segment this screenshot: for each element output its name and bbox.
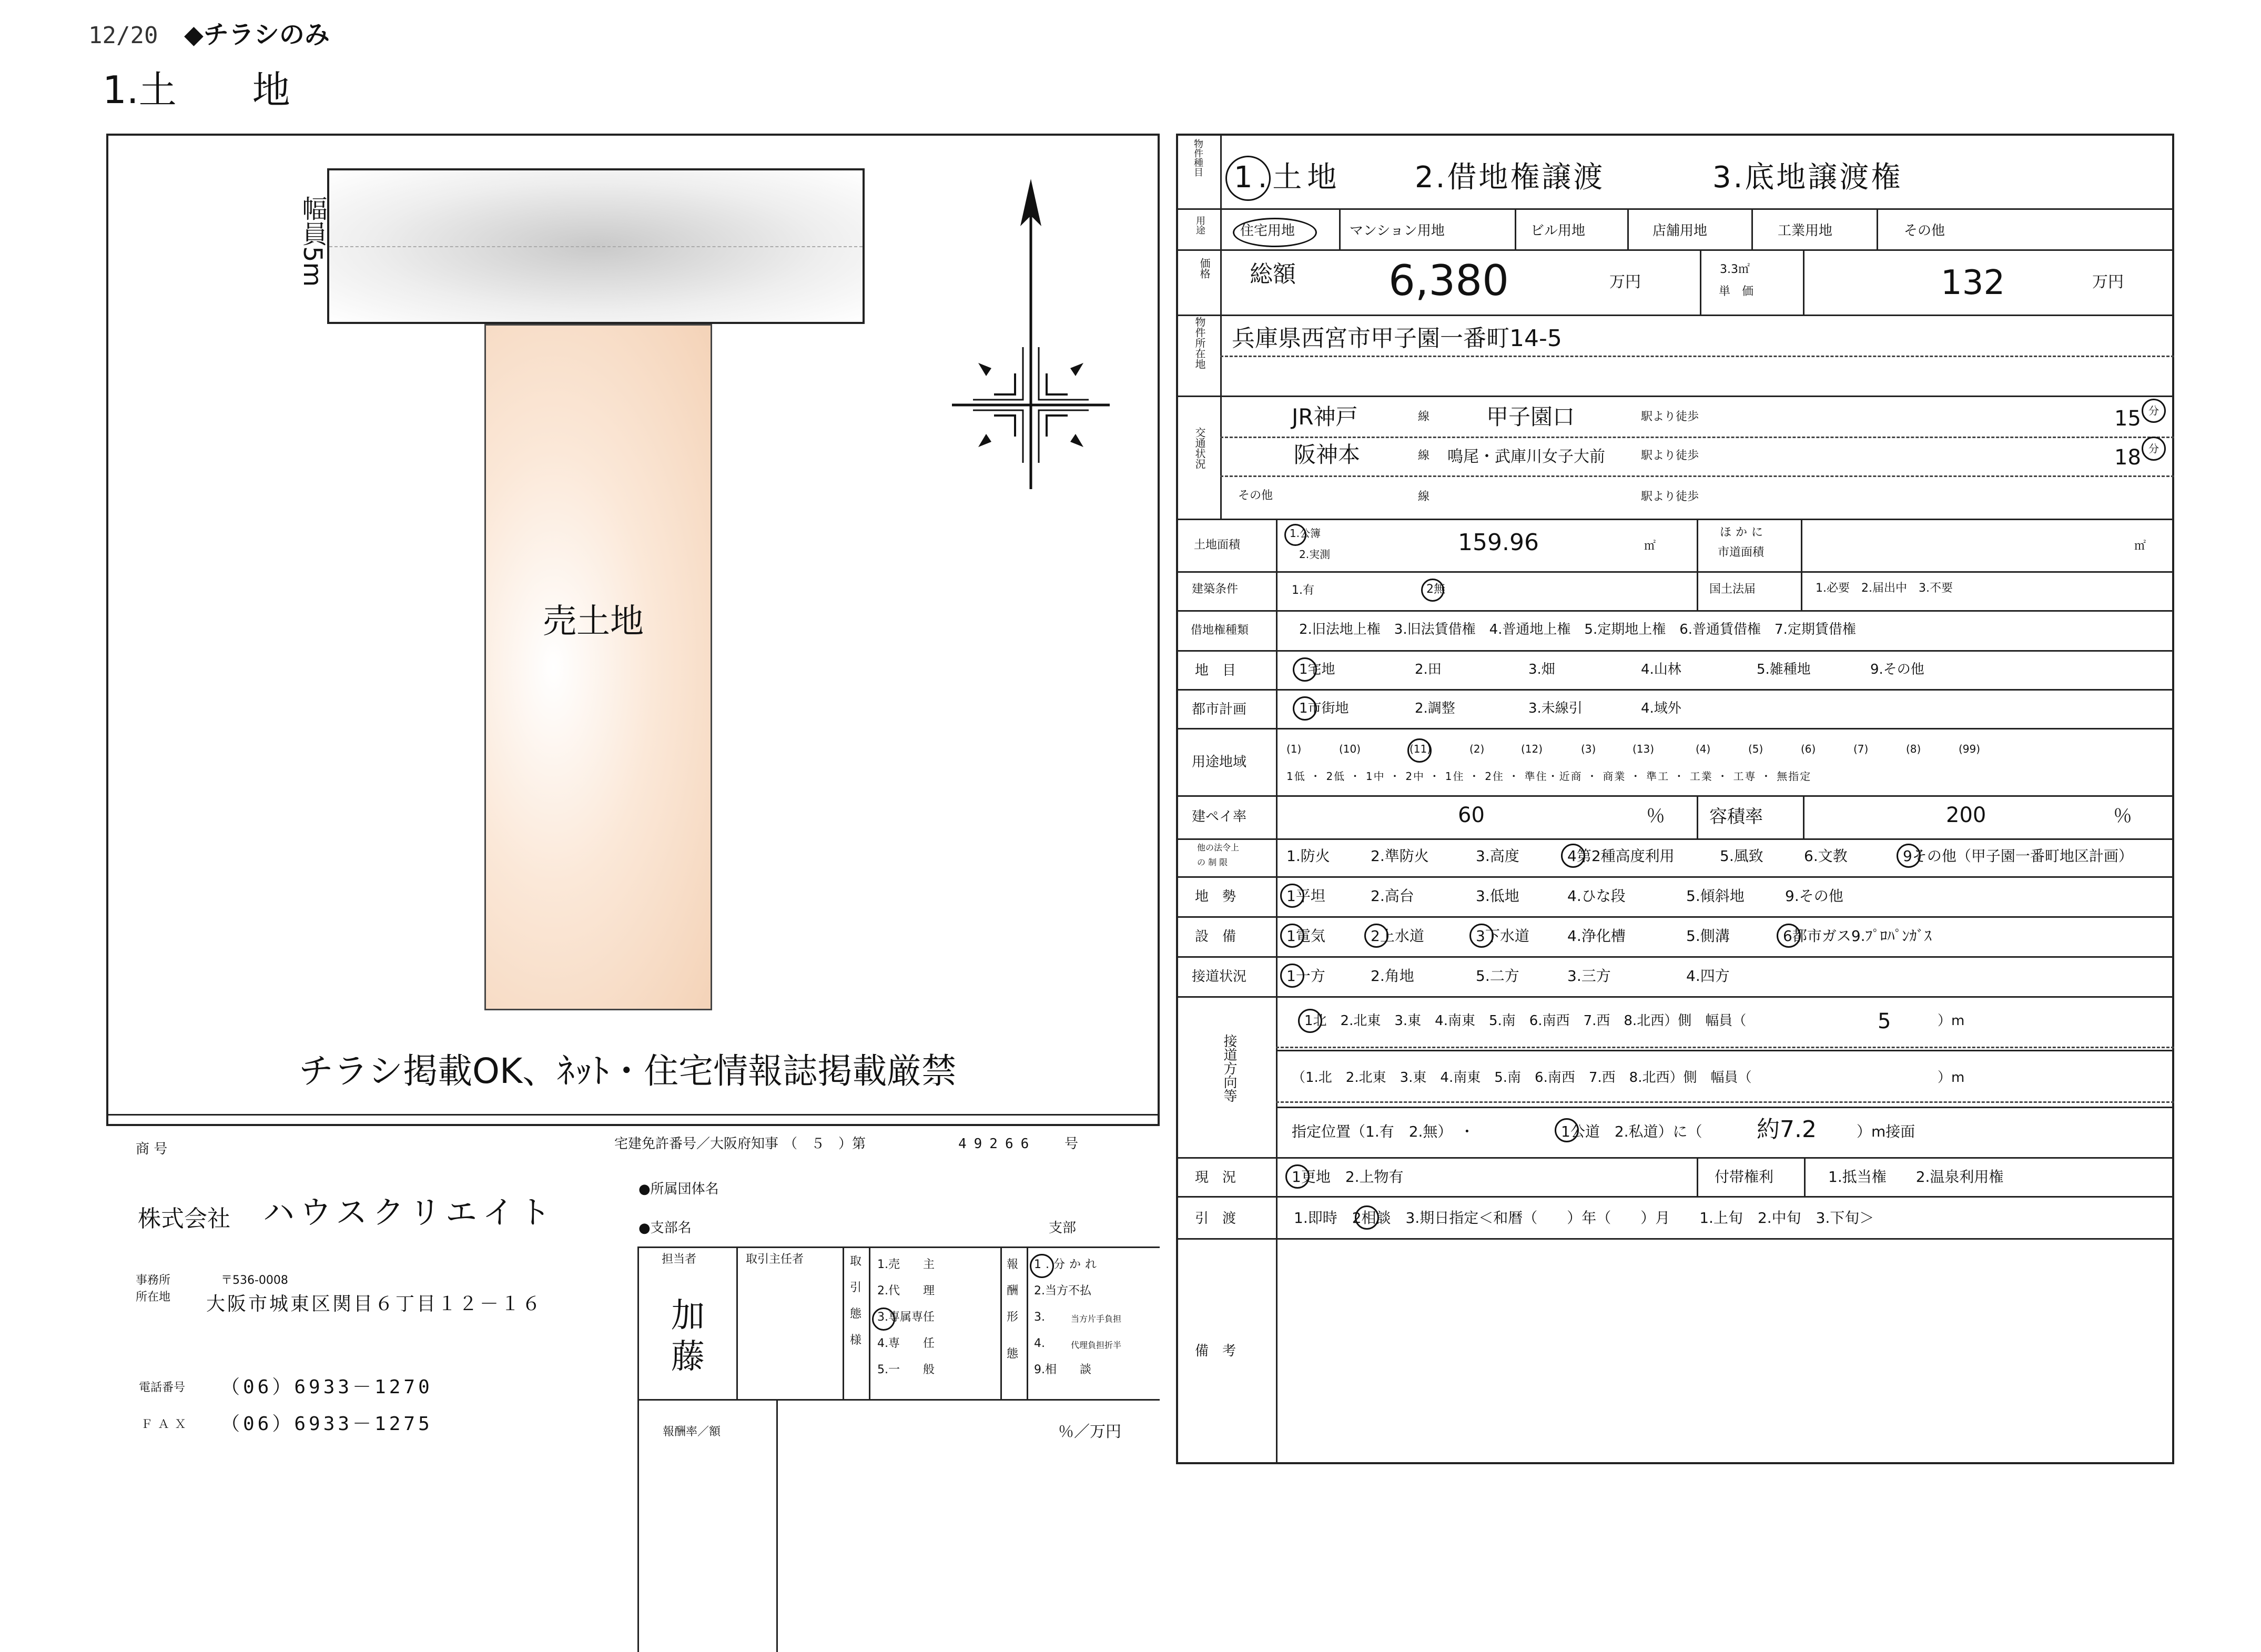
page-title: 1.土 地	[103, 68, 290, 112]
category-4: 4.山林	[1641, 662, 1681, 677]
restrict-3: 3.高度	[1476, 847, 1519, 865]
zone-code-4: (2)	[1469, 743, 1485, 755]
road-width-label: 幅員5m	[298, 196, 327, 287]
building-cond-no: 2無	[1426, 583, 1445, 596]
terrain-2: 2.高台	[1371, 887, 1414, 905]
category-9: 9.その他	[1870, 662, 1924, 677]
trade-form-label-1: 取	[850, 1255, 862, 1268]
access-line-2	[1276, 1050, 2174, 1051]
page-number: 12/20	[88, 22, 158, 49]
use-1: 住宅用地	[1240, 223, 1295, 239]
postal-code: 〒536-0008	[221, 1274, 288, 1287]
road-status-3: 3.三方	[1567, 967, 1611, 985]
fee-form-2: 2.当方不払	[1034, 1284, 1091, 1298]
trade-name-label: 商 号	[136, 1141, 168, 1157]
use-div-4	[1751, 208, 1753, 249]
association-label: ●所属団体名	[638, 1181, 719, 1197]
terrain-5: 5.傾斜地	[1686, 887, 1745, 905]
restrict-6: 6.文教	[1804, 847, 1848, 865]
unit-price-label-1: 3.3㎡	[1720, 263, 1750, 276]
row-line-lease	[1176, 650, 2174, 652]
use-div-3	[1627, 208, 1629, 249]
transport-1-station: 甲子園口	[1486, 404, 1575, 430]
facility-2: 2上水道	[1371, 927, 1424, 945]
access-line-3	[1276, 1107, 2174, 1108]
fee-form-label-2: 酬	[1007, 1284, 1019, 1298]
fee-form-label-3: 形	[1007, 1311, 1019, 1324]
restrict-2: 2.準防火	[1371, 847, 1429, 865]
row-line-building	[1176, 610, 2174, 612]
zone-label: 用途地域	[1192, 754, 1247, 770]
facility-6: 6都市ガス9.ﾌﾟﾛﾊﾟﾝｶﾞｽ	[1783, 927, 1932, 945]
category-2: 2.田	[1415, 662, 1442, 677]
publication-notice: チラシ掲載OK、ﾈｯﾄ・住宅情報誌掲載厳禁	[299, 1051, 957, 1091]
use-div-5	[1877, 208, 1878, 249]
label-column-divider	[1220, 134, 1222, 519]
company-name: ハウスクリエイト	[263, 1194, 556, 1231]
agent-table-mid	[637, 1399, 1160, 1401]
agent-col-5	[1027, 1246, 1028, 1399]
transport-2-line: 阪神本	[1294, 442, 1361, 468]
road-status-1: 1一方	[1286, 967, 1325, 985]
coverage-percent: ％	[1646, 805, 1666, 827]
road-status-2: 2.角地	[1371, 967, 1414, 985]
trade-form-3: 3.専属専任	[877, 1311, 935, 1324]
use-3: ビル用地	[1530, 223, 1586, 239]
row-line-delivery	[1176, 1238, 2174, 1240]
fee-rate-col	[776, 1399, 778, 1652]
terrain-label: 地 勢	[1195, 889, 1236, 905]
row-line-current	[1176, 1196, 2174, 1198]
restrict-5: 5.風致	[1720, 847, 1763, 865]
use-div-2	[1515, 208, 1516, 249]
trade-form-4: 4.専 任	[877, 1337, 935, 1350]
building-cond-label: 建築条件	[1192, 583, 1239, 596]
current-div-1	[1697, 1157, 1698, 1196]
access-dash-1	[1276, 1047, 2174, 1048]
transport-1-line: JR神戸	[1292, 404, 1358, 430]
area-value: 159.96	[1458, 529, 1539, 556]
fee-form-label-1: 報	[1007, 1258, 1019, 1271]
transport-3-line: その他	[1238, 489, 1273, 502]
city-plan-1: 1市街地	[1299, 701, 1349, 716]
facility-5: 5.側溝	[1686, 927, 1730, 945]
access-label: 接道方向等	[1221, 1034, 1237, 1102]
road-area-unit: ㎡	[2134, 540, 2146, 553]
manager-header: 取引主任者	[746, 1253, 804, 1266]
city-plan-label: 都市計画	[1192, 702, 1247, 717]
city-plan-3: 3.未線引	[1528, 701, 1583, 716]
city-plan-4: 4.域外	[1641, 701, 1681, 716]
agent-name-1: 加	[671, 1296, 705, 1335]
tel-label: 電話番号	[139, 1381, 186, 1394]
row-line-road-status	[1176, 996, 2174, 998]
flyer-only-note: ◆チラシのみ	[184, 20, 330, 49]
designated-position: 指定位置（1.有 2.無） ・	[1292, 1123, 1489, 1140]
row-line-transport	[1176, 519, 2174, 520]
transport-2-minute-mark: 分	[2142, 437, 2166, 461]
access-width-1: 5	[1878, 1009, 1891, 1033]
transport-1-walk: 駅より徒歩	[1641, 410, 1699, 423]
trade-form-label-2: 引	[850, 1281, 862, 1294]
license-round: （ ５ ）第	[784, 1136, 866, 1152]
unit-price-label-2: 単 価	[1719, 285, 1754, 298]
office-label: 事務所	[136, 1274, 171, 1287]
row-line-terrain	[1176, 916, 2174, 918]
category-label: 地 目	[1195, 663, 1236, 678]
agent-header: 担当者	[662, 1253, 697, 1266]
restrict-9: 9その他（甲子園一番町地区計画）	[1903, 847, 2133, 865]
area-opt2: 2.実測	[1299, 548, 1331, 561]
agent-table-top	[637, 1246, 1160, 1248]
kind-2: 2.借地権譲渡	[1415, 160, 1605, 195]
public-road: 1公道 2.私道）に（	[1561, 1123, 1702, 1140]
branch-label-2: 支部	[1049, 1220, 1077, 1236]
fax-label: ＦＡＸ	[141, 1418, 192, 1431]
location-label: 物件所在地	[1193, 317, 1206, 369]
fee-form-label-4: 態	[1007, 1347, 1019, 1361]
zone-code-1: (1)	[1286, 743, 1302, 755]
zone-code-11: (7)	[1853, 743, 1869, 755]
address-label: 所在地	[136, 1291, 171, 1304]
row-line-access	[1176, 1157, 2174, 1159]
coverage-value: 60	[1458, 803, 1485, 827]
transport-3-walk: 駅より徒歩	[1641, 490, 1699, 503]
facility-label: 設 備	[1195, 929, 1236, 945]
company-type: 株式会社	[138, 1205, 230, 1232]
rights-value: 1.抵当権 2.温泉利用権	[1828, 1168, 2004, 1185]
license-label: 宅建免許番号／大阪府知事	[614, 1136, 779, 1152]
row-line-zone	[1176, 795, 2174, 797]
delivery-label: 引 渡	[1195, 1211, 1236, 1227]
label-column-divider-lower	[1276, 519, 1277, 1463]
trade-form-5: 5.一 般	[877, 1363, 935, 1376]
branch-label: ●支部名	[638, 1220, 692, 1236]
total-label: 総額	[1250, 261, 1296, 288]
transport-1-minute-mark: 分	[2142, 399, 2166, 423]
rights-label: 付帯権利	[1715, 1168, 1774, 1185]
row-line-use	[1176, 249, 2174, 251]
zone-code-10: (6)	[1801, 743, 1816, 755]
restrict-1: 1.防火	[1286, 847, 1330, 865]
area-unit: ㎡	[1644, 540, 1656, 553]
current-value: 1更地 2.上物有	[1292, 1168, 1404, 1185]
coverage-div-2	[1803, 795, 1804, 838]
use-label: 用途	[1194, 216, 1205, 235]
zone-code-9: (5)	[1748, 743, 1763, 755]
fax-number: （06）6933－1275	[221, 1413, 433, 1435]
current-label: 現 況	[1195, 1170, 1236, 1185]
far-value: 200	[1946, 803, 1986, 827]
restrict-4: 4第2種高度利用	[1567, 847, 1675, 865]
area-label: 土地面積	[1194, 539, 1241, 552]
category-1: 1宅地	[1299, 662, 1335, 677]
restrict-label-1: 他の法令上	[1197, 843, 1240, 853]
facility-1: 1電気	[1286, 927, 1325, 945]
trade-form-label-3: 態	[850, 1308, 862, 1321]
land-law-label: 国土法届	[1709, 583, 1756, 596]
transport-2-minutes: 18	[2114, 445, 2141, 470]
agent-table-left	[637, 1246, 639, 1652]
license-suffix: 号	[1064, 1136, 1079, 1152]
zone-code-5: (12)	[1521, 743, 1543, 755]
road-centerline	[329, 246, 863, 247]
use-5: 工業用地	[1778, 223, 1833, 239]
area-div-1	[1697, 519, 1698, 610]
facility-4: 4.浄化槽	[1567, 927, 1626, 945]
road-status-label: 接道状況	[1192, 969, 1247, 985]
fee-form-1-circle	[1030, 1254, 1054, 1278]
row-line-facility	[1176, 956, 2174, 958]
far-percent: ％	[2113, 805, 2133, 827]
access-row-1: 1北 2.北東 3.東 4.南東 5.南 6.南西 7.西 8.北西）側 幅員（	[1304, 1013, 1747, 1029]
terrain-3: 3.低地	[1476, 887, 1519, 905]
use-div-1	[1339, 208, 1341, 249]
price-div-1	[1700, 249, 1701, 315]
coverage-label: 建ペイ率	[1192, 809, 1247, 825]
zone-code-12: (8)	[1906, 743, 1921, 755]
far-label: 容積率	[1709, 806, 1763, 827]
road-area-label-2: 市道面積	[1718, 546, 1765, 559]
row-line-area	[1176, 571, 2174, 573]
transport-1-line-suffix: 線	[1418, 410, 1430, 423]
transport-1-minutes: 15	[2114, 407, 2141, 431]
kind-label: 物件種目	[1192, 139, 1203, 177]
restrict-label-2: の 制 限	[1197, 857, 1228, 867]
company-divider	[106, 1114, 1160, 1116]
coverage-div-1	[1697, 795, 1698, 838]
access-unit-2: ）m	[1938, 1070, 1965, 1086]
terrain-1: 1平坦	[1286, 887, 1325, 905]
category-5: 5.雑種地	[1757, 662, 1811, 677]
total-price: 6,380	[1388, 256, 1509, 305]
transport-label: 交通状況	[1193, 427, 1206, 469]
road-status-5: 5.二方	[1476, 967, 1519, 985]
fee-form-9: 9.相 談	[1034, 1363, 1091, 1376]
transport-2-walk: 駅より徒歩	[1641, 449, 1699, 462]
compass-icon	[947, 174, 1115, 500]
zone-code-6: (3)	[1581, 743, 1596, 755]
zone-names: 1低 ・ 2低 ・ 1中 ・ 2中 ・ 1住 ・ 2住 ・ 準住・近商 ・ 商業 ・ 準工 ・ 工業 ・ 工専 ・ 無指定	[1286, 770, 1812, 783]
row-line-category	[1176, 689, 2174, 691]
unit-price-unit: 万円	[2092, 273, 2124, 291]
zone-code-8: (4)	[1696, 743, 1711, 755]
zone-code-2: (10)	[1339, 743, 1361, 755]
kind-3: 3.底地譲渡権	[1712, 160, 1903, 195]
kind-1: 1.土地	[1234, 160, 1342, 195]
use-6: その他	[1904, 223, 1945, 239]
use-2: マンション用地	[1350, 223, 1445, 239]
area-opt1: 1.公簿	[1290, 527, 1321, 540]
row-line-location	[1176, 396, 2174, 397]
zone-code-7: (13)	[1633, 743, 1655, 755]
area-div-2	[1801, 519, 1802, 571]
agent-col-1	[736, 1246, 738, 1399]
transport-dash-1	[1220, 437, 2174, 438]
location-value: 兵庫県西宮市甲子園一番町14-5	[1232, 325, 1562, 352]
agent-name-2: 藤	[671, 1337, 705, 1376]
company-address: 大阪市城東区関目６丁目１２－１６	[206, 1293, 543, 1315]
remarks-label: 備 考	[1195, 1343, 1236, 1359]
total-unit: 万円	[1609, 273, 1641, 291]
row-line-restrict	[1176, 876, 2174, 878]
row-line-city	[1176, 728, 2174, 729]
lease-label: 借地権種類	[1191, 624, 1249, 637]
transport-2-line-suffix: 線	[1418, 449, 1430, 462]
row-line-coverage	[1176, 838, 2174, 840]
agent-col-2	[843, 1246, 844, 1399]
row-line-price	[1176, 315, 2174, 316]
transport-3-line-suffix: 線	[1418, 490, 1430, 503]
location-dash	[1220, 356, 2174, 357]
agent-col-3	[869, 1246, 870, 1399]
access-unit-1: ）m	[1938, 1013, 1965, 1029]
frontage-unit: ）m接面	[1857, 1123, 1915, 1140]
transport-2-station: 鳴尾・武庫川女子大前	[1447, 448, 1605, 466]
building-cond-yes: 1.有	[1292, 584, 1314, 597]
price-label: 価格	[1198, 258, 1211, 279]
category-3: 3.畑	[1528, 662, 1555, 677]
facility-3: 3下水道	[1476, 927, 1529, 945]
road-status-4: 4.四方	[1686, 967, 1730, 985]
unit-price: 132	[1941, 263, 2005, 302]
row-line-kind	[1176, 208, 2174, 210]
access-dash-2	[1276, 1101, 2174, 1103]
agent-col-4	[1000, 1246, 1002, 1399]
trade-form-3-circle	[872, 1308, 895, 1331]
terrain-9: 9.その他	[1785, 887, 1843, 905]
use-4: 店舗用地	[1652, 223, 1708, 239]
fee-rate-label: 報酬率／額	[663, 1425, 721, 1438]
delivery-value: 1.即時 2相談 3.期日指定＜和暦（ ）年（ ）月 1.上旬 2.中旬 3.下旬＞	[1294, 1209, 1874, 1227]
terrain-4: 4.ひな段	[1567, 887, 1626, 905]
land-law-div	[1801, 571, 1802, 610]
zone-code-3: (11)	[1410, 743, 1432, 755]
zone-code-13: (99)	[1959, 743, 1981, 755]
lot-label: 売土地	[543, 602, 644, 641]
fee-form-1: 1.分かれ	[1034, 1258, 1101, 1271]
license-number: 49266	[958, 1136, 1037, 1152]
trade-form-1: 1.売 主	[877, 1258, 935, 1271]
fee-form-3: 3.	[1034, 1311, 1045, 1324]
city-plan-2: 2.調整	[1415, 701, 1455, 716]
trade-form-2: 2.代 理	[877, 1284, 935, 1298]
lease-opts: 2.旧法地上権 3.旧法賃借権 4.普通地上権 5.定期地上権 6.普通賃借権 7.定期賃借権	[1299, 622, 1856, 637]
fee-rate-unit: ％／万円	[1058, 1423, 1121, 1441]
lot	[484, 324, 712, 1010]
fee-form-3-note: 当方片手負担	[1071, 1314, 1122, 1324]
road-area-label-1: ほかに	[1720, 526, 1768, 539]
trade-form-label-4: 様	[850, 1334, 862, 1347]
fee-form-4: 4.	[1034, 1337, 1045, 1350]
tel-number: （06）6933－1270	[221, 1376, 433, 1398]
frontage-value: 約7.2	[1757, 1116, 1817, 1143]
land-law-opts: 1.必要 2.届出中 3.不要	[1816, 582, 1953, 595]
access-row-2: （1.北 2.北東 3.東 4.南東 5.南 6.南西 7.西 8.北西）側 幅員（	[1292, 1070, 1752, 1086]
price-div-2	[1803, 249, 1804, 315]
fee-form-4-note: 代理負担折半	[1071, 1340, 1122, 1350]
current-div-2	[1804, 1157, 1806, 1196]
transport-dash-2	[1220, 475, 2174, 477]
